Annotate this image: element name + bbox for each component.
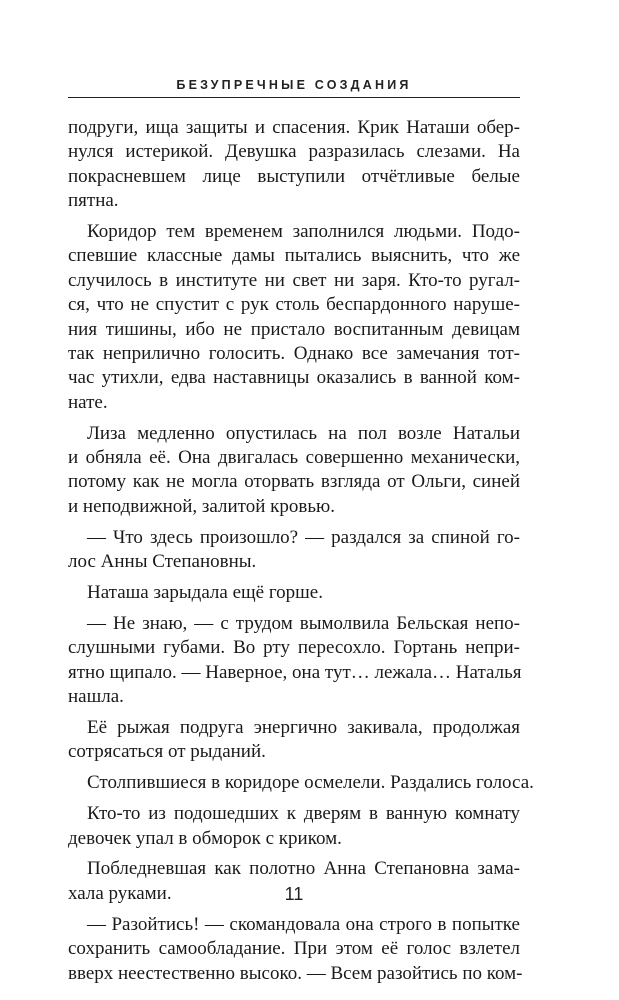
text-line: ятно щипало. — Наверное, она тут… лежала… Наталья bbox=[68, 661, 522, 683]
text-line: хала руками. bbox=[68, 882, 172, 904]
text-line: пятна. bbox=[68, 190, 119, 212]
text-line: Наташа зарыдала ещё горше. bbox=[68, 582, 323, 604]
text-line: случилось в институте ни свет ни заря. Кто-то ругал- bbox=[68, 269, 520, 291]
text-line: нате. bbox=[68, 391, 108, 413]
page-number: 11 bbox=[284, 884, 304, 904]
text-line: девочек упал в обморок с криком. bbox=[68, 827, 342, 849]
paragraph bbox=[68, 771, 534, 795]
paragraph bbox=[68, 913, 523, 986]
paragraph bbox=[68, 581, 520, 605]
text-line: вверх неестественно высоко. — Всем разойтись по ком- bbox=[68, 962, 523, 984]
text-line: Коридор тем временем заполнился людьми. Подо- bbox=[68, 221, 520, 243]
text-line: сохранить самообладание. При этом её голос взлетел bbox=[68, 938, 520, 960]
text-line: нулся истерикой. Девушка разразилась слезами. На bbox=[68, 141, 520, 163]
text-line: подруги, ища защиты и спасения. Крик Наташи обер- bbox=[68, 117, 520, 138]
text-line: — Не знаю, — с трудом вымолвила Бельская непо- bbox=[68, 612, 520, 634]
text-line: Её рыжая подруга энергично закивала, продолжая bbox=[68, 716, 520, 738]
text-line: и обняла её. Она двигалась совершенно механически, bbox=[68, 447, 520, 469]
paragraph bbox=[68, 612, 520, 710]
text-line: ния тишины, ибо не пристало воспитанным девицам bbox=[68, 318, 520, 340]
text-line: — Что здесь произошло? — раздался за спиной го- bbox=[68, 526, 520, 548]
paragraph bbox=[68, 716, 520, 765]
text-line: лос Анны Степановны. bbox=[68, 551, 257, 573]
text-line: покрасневшем лице выступили отчётливые белые bbox=[68, 165, 520, 187]
text-line: Кто-то из подошедших к дверям в ванную комнату bbox=[68, 803, 520, 825]
text-line: так неприлично голосить. Однако все замечания тот- bbox=[68, 343, 520, 365]
text-line: Лиза медленно опустилась на пол возле Натальи bbox=[68, 422, 520, 444]
text-line: Столпившиеся в коридоре осмелели. Раздались голоса. bbox=[68, 772, 534, 794]
text-line: — Разойтись! — скомандовала она строго в попытке bbox=[68, 913, 520, 935]
text-line: час утихли, едва наставницы оказались в ванной ком- bbox=[68, 367, 520, 389]
text-line: ся, что не спустит с рук столь беспардонного наруше- bbox=[68, 294, 520, 316]
paragraph bbox=[68, 220, 520, 415]
text-line: спевшие классные дамы пытались выяснить, что же bbox=[68, 245, 520, 267]
header-rule bbox=[68, 97, 520, 98]
paragraph bbox=[68, 802, 520, 851]
paragraph bbox=[68, 422, 520, 520]
text-line: нашла. bbox=[68, 686, 124, 708]
text-line: потому как не могла оторвать взгляда от Ольги, синей bbox=[68, 471, 520, 493]
running-head: БЕЗУПРЕЧНЫЕ СОЗДАНИЯ bbox=[176, 78, 412, 92]
text-line: Побледневшая как полотно Анна Степановна зама- bbox=[68, 858, 520, 880]
paragraph bbox=[68, 526, 520, 575]
paragraph bbox=[68, 116, 520, 214]
text-line: сотрясаться от рыданий. bbox=[68, 741, 266, 763]
text-line: слушными губами. Во рту пересохло. Гортань непри- bbox=[68, 637, 520, 659]
text-line: и неподвижной, залитой кровью. bbox=[68, 495, 335, 517]
body-text bbox=[68, 116, 534, 992]
